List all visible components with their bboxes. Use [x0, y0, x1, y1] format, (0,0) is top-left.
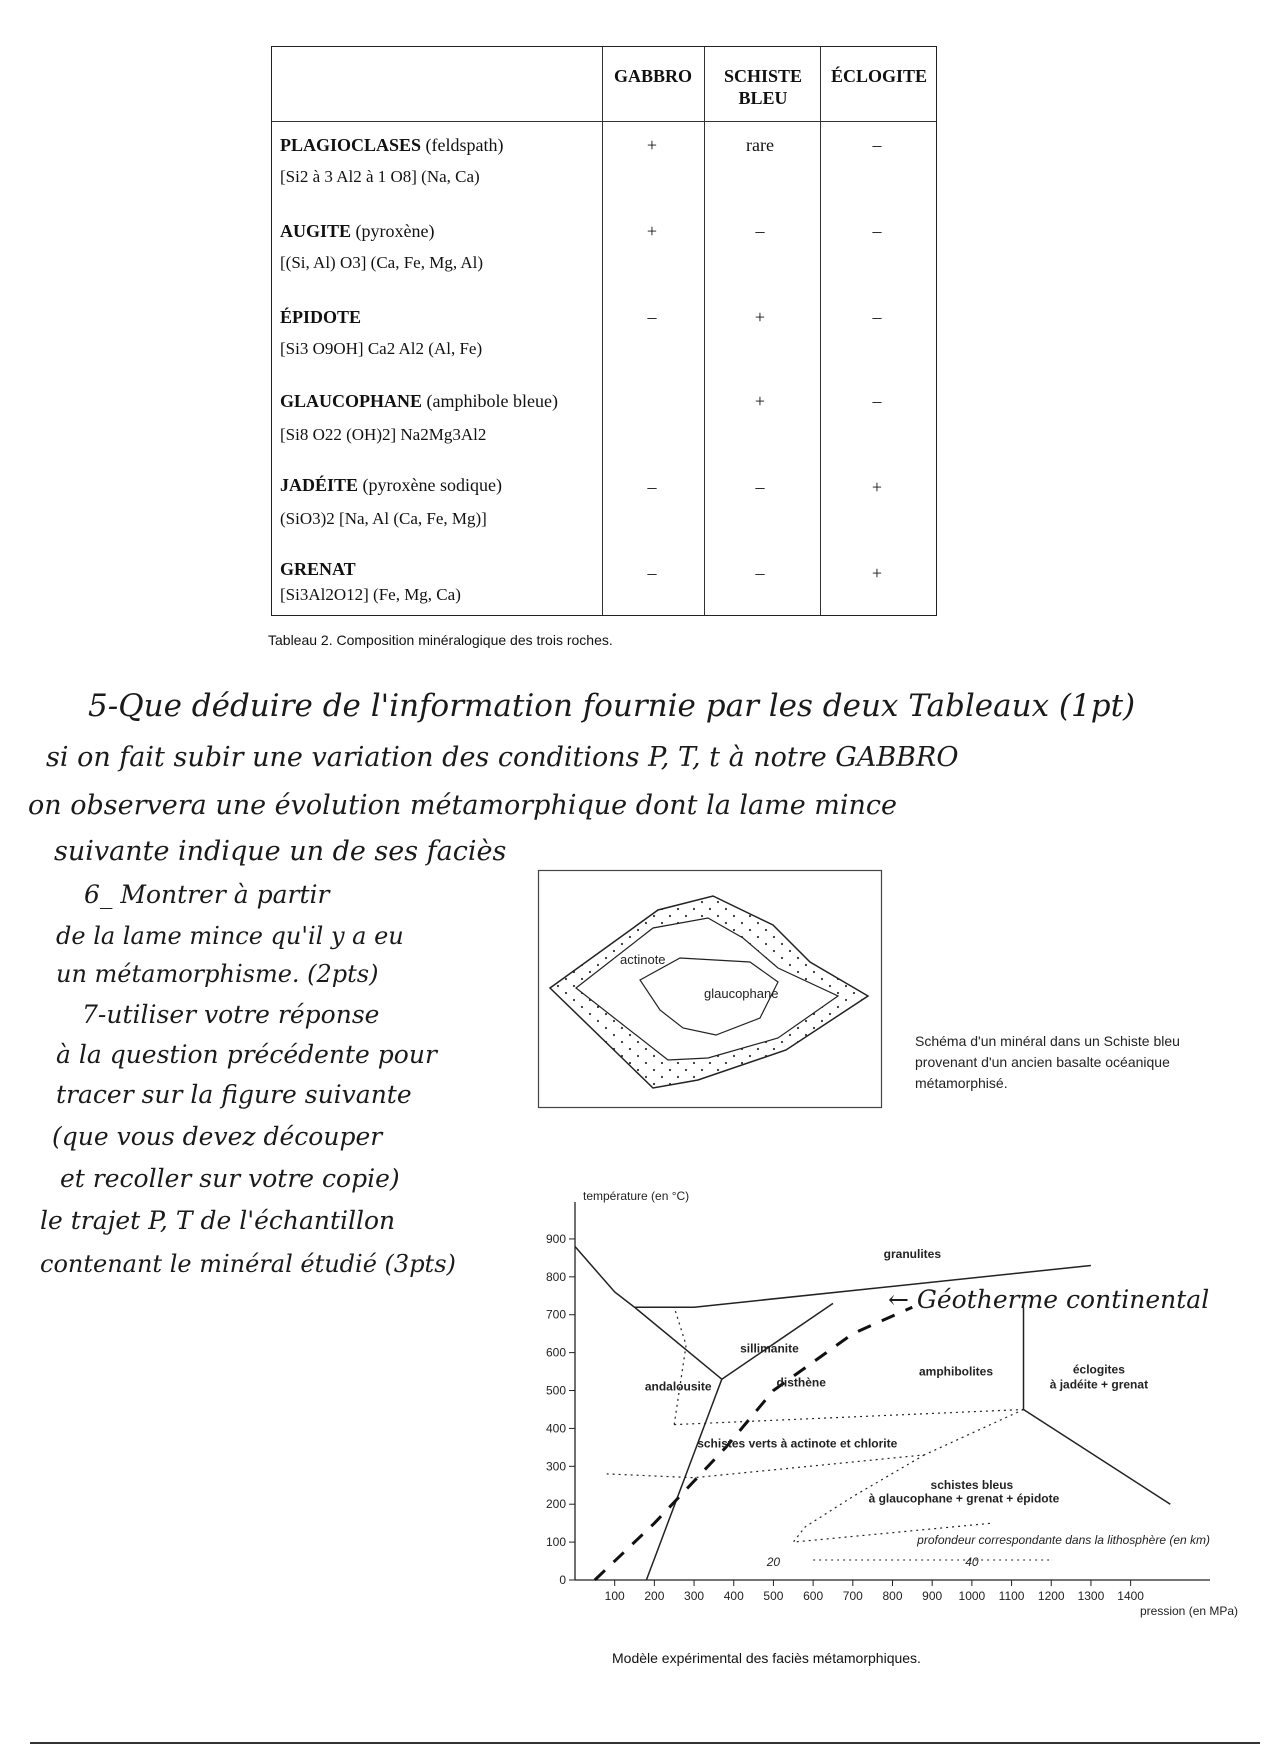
mineral-formula: (SiO3)2 [Na, Al (Ca, Fe, Mg)] [280, 509, 487, 528]
boundary-greenschist-top [674, 1410, 1023, 1425]
mineral-name: JADÉITE (pyroxène sodique) [280, 475, 502, 495]
x-tick-label: 1100 [998, 1589, 1025, 1603]
cell-value: + [646, 221, 658, 241]
question-7-line: tracer sur la figure suivante [56, 1080, 412, 1109]
facies-label: andalousite [644, 1379, 712, 1394]
mineral-formula: [(Si, Al) O3] (Ca, Fe, Mg, Al) [280, 253, 484, 272]
mineral-formula: [Si8 O22 (OH)2] Na2Mg3Al2 [280, 425, 487, 444]
mineral-figure-caption: Schéma d'un minéral dans un Schiste bleu provenant d'un ancien basalte océanique métamorphisé. [915, 1033, 1180, 1091]
y-tick-label: 600 [545, 1345, 566, 1360]
cell-value: + [646, 135, 658, 155]
cell-value: + [754, 391, 766, 411]
mineral-composition-table [271, 46, 937, 616]
cell-value: – [755, 477, 765, 497]
actinote-label: actinote [620, 952, 666, 967]
y-tick-label: 800 [545, 1269, 566, 1284]
question-7-line: et recoller sur votre copie) [60, 1164, 400, 1193]
question-7-line: contenant le minéral étudié (3pts) [40, 1250, 456, 1278]
x-tick-label: 1400 [1117, 1589, 1144, 1603]
mineral-formula: [Si3Al2O12] (Fe, Mg, Ca) [280, 585, 461, 604]
question-7-line: (que vous devez découper [52, 1122, 383, 1151]
x-tick-label: 900 [922, 1589, 943, 1603]
question-7-line: le trajet P, T de l'échantillon [40, 1206, 396, 1235]
facies-label: disthène [776, 1375, 826, 1390]
question-5-line: 5-Que déduire de l'information fournie par les deux Tableaux (1pt) [88, 688, 1136, 724]
y-axis-label: température (en °C) [583, 1189, 690, 1203]
table-divider [820, 47, 821, 615]
table-divider [602, 47, 603, 615]
cell-value: – [755, 563, 765, 583]
mineral-name: GLAUCOPHANE (amphibole bleue) [280, 391, 558, 411]
mineral-name: AUGITE (pyroxène) [280, 221, 435, 241]
y-tick-label: 300 [545, 1459, 566, 1474]
facies-label: éclogites [1072, 1362, 1125, 1377]
question-6-line: de la lame mince qu'il y a eu [56, 922, 404, 950]
y-tick-label: 900 [545, 1231, 566, 1246]
x-tick-label: 800 [882, 1589, 903, 1603]
mineral-schematic [538, 870, 882, 1108]
x-axis-label: pression (en MPa) [1140, 1604, 1239, 1618]
y-tick-label: 700 [545, 1307, 566, 1322]
x-tick-label: 700 [842, 1589, 863, 1603]
cell-value: – [872, 307, 882, 327]
cell-value: + [754, 307, 766, 327]
depth-tick-label: 20 [766, 1555, 781, 1569]
column-header-schiste-bleu: SCHISTE BLEU [723, 66, 803, 108]
metamorphic-facies-diagram [520, 1180, 1239, 1640]
x-tick-label: 300 [684, 1589, 705, 1603]
facies-label: schistes bleus [930, 1478, 1014, 1493]
y-tick-label: 100 [545, 1535, 566, 1550]
x-tick-label: 1000 [958, 1589, 986, 1603]
diagram-caption: Modèle expérimental des faciès métamorphiques. [612, 1650, 921, 1666]
facies-label: granulites [883, 1246, 942, 1261]
mineral-name: PLAGIOCLASES (feldspath) [280, 135, 504, 155]
y-tick-label: 200 [545, 1497, 566, 1512]
mineral-name: ÉPIDOTE [280, 307, 362, 327]
mineral-name: GRENAT [280, 559, 356, 579]
x-tick-label: 400 [723, 1589, 744, 1603]
question-5-line: on observera une évolution métamorphique dont la lame mince [28, 790, 898, 821]
column-header-gabbro: GABBRO [613, 66, 692, 86]
cell-value: – [872, 391, 882, 411]
question-7-line: 7-utiliser votre réponse [82, 1000, 380, 1029]
y-tick-label: 500 [545, 1383, 566, 1398]
facies-label: schistes verts à actinote et chlorite [697, 1436, 898, 1451]
facies-label: à glaucophane + grenat + épidote [868, 1491, 1060, 1506]
facies-label: amphibolites [918, 1364, 994, 1379]
cell-value: – [647, 307, 657, 327]
question-7-line: à la question précédente pour [56, 1040, 437, 1069]
depth-axis-label: profondeur correspondante dans la lithosphère (en km) [917, 1533, 1210, 1547]
cell-value: + [871, 477, 883, 497]
boundary-eclogite-blueschist [1024, 1410, 1171, 1505]
table-divider [704, 47, 705, 615]
question-6-line: un métamorphisme. (2pts) [56, 960, 379, 988]
question-5-line: si on fait subir une variation des conditions P, T, t à notre GABBRO [46, 742, 959, 773]
geotherm-handwritten-label: ← Géotherme continental [888, 1285, 1210, 1314]
x-tick-label: 1200 [1037, 1589, 1065, 1603]
table-divider [272, 121, 936, 122]
y-tick-label: 400 [545, 1421, 566, 1436]
question-6-line: 6_ Montrer à partir [84, 880, 330, 909]
glaucophane-label: glaucophane [704, 986, 779, 1001]
x-tick-label: 1300 [1077, 1589, 1105, 1603]
boundary-greenschist-left [674, 1307, 686, 1424]
column-header-eclogite: ÉCLOGITE [830, 66, 928, 86]
x-tick-label: 500 [763, 1589, 784, 1603]
boundary-al2sio5-andalousite-disthene [646, 1379, 721, 1580]
cell-value: – [872, 135, 882, 155]
question-5-line: suivante indique un de ses faciès [54, 836, 507, 867]
x-tick-label: 200 [644, 1589, 665, 1603]
cell-value: – [755, 221, 765, 241]
cell-value: – [872, 221, 882, 241]
facies-label: sillimanite [740, 1341, 799, 1356]
cell-value: + [871, 563, 883, 583]
mineral-formula: [Si3 O9OH] Ca2 Al2 (Al, Fe) [280, 339, 483, 358]
table-caption: Tableau 2. Composition minéralogique des trois roches. [268, 632, 613, 648]
page-bottom-rule [30, 1742, 1260, 1744]
mineral-formula: [Si2 à 3 Al2 à 1 O8] (Na, Ca) [280, 167, 480, 186]
cell-value: – [647, 563, 657, 583]
y-tick-label: 0 [559, 1573, 566, 1587]
x-tick-label: 100 [604, 1589, 625, 1603]
cell-value: rare [746, 135, 774, 155]
cell-value: – [647, 477, 657, 497]
facies-label: à jadéite + grenat [1049, 1377, 1149, 1392]
x-tick-label: 600 [803, 1589, 824, 1603]
depth-tick-label: 40 [965, 1555, 979, 1569]
